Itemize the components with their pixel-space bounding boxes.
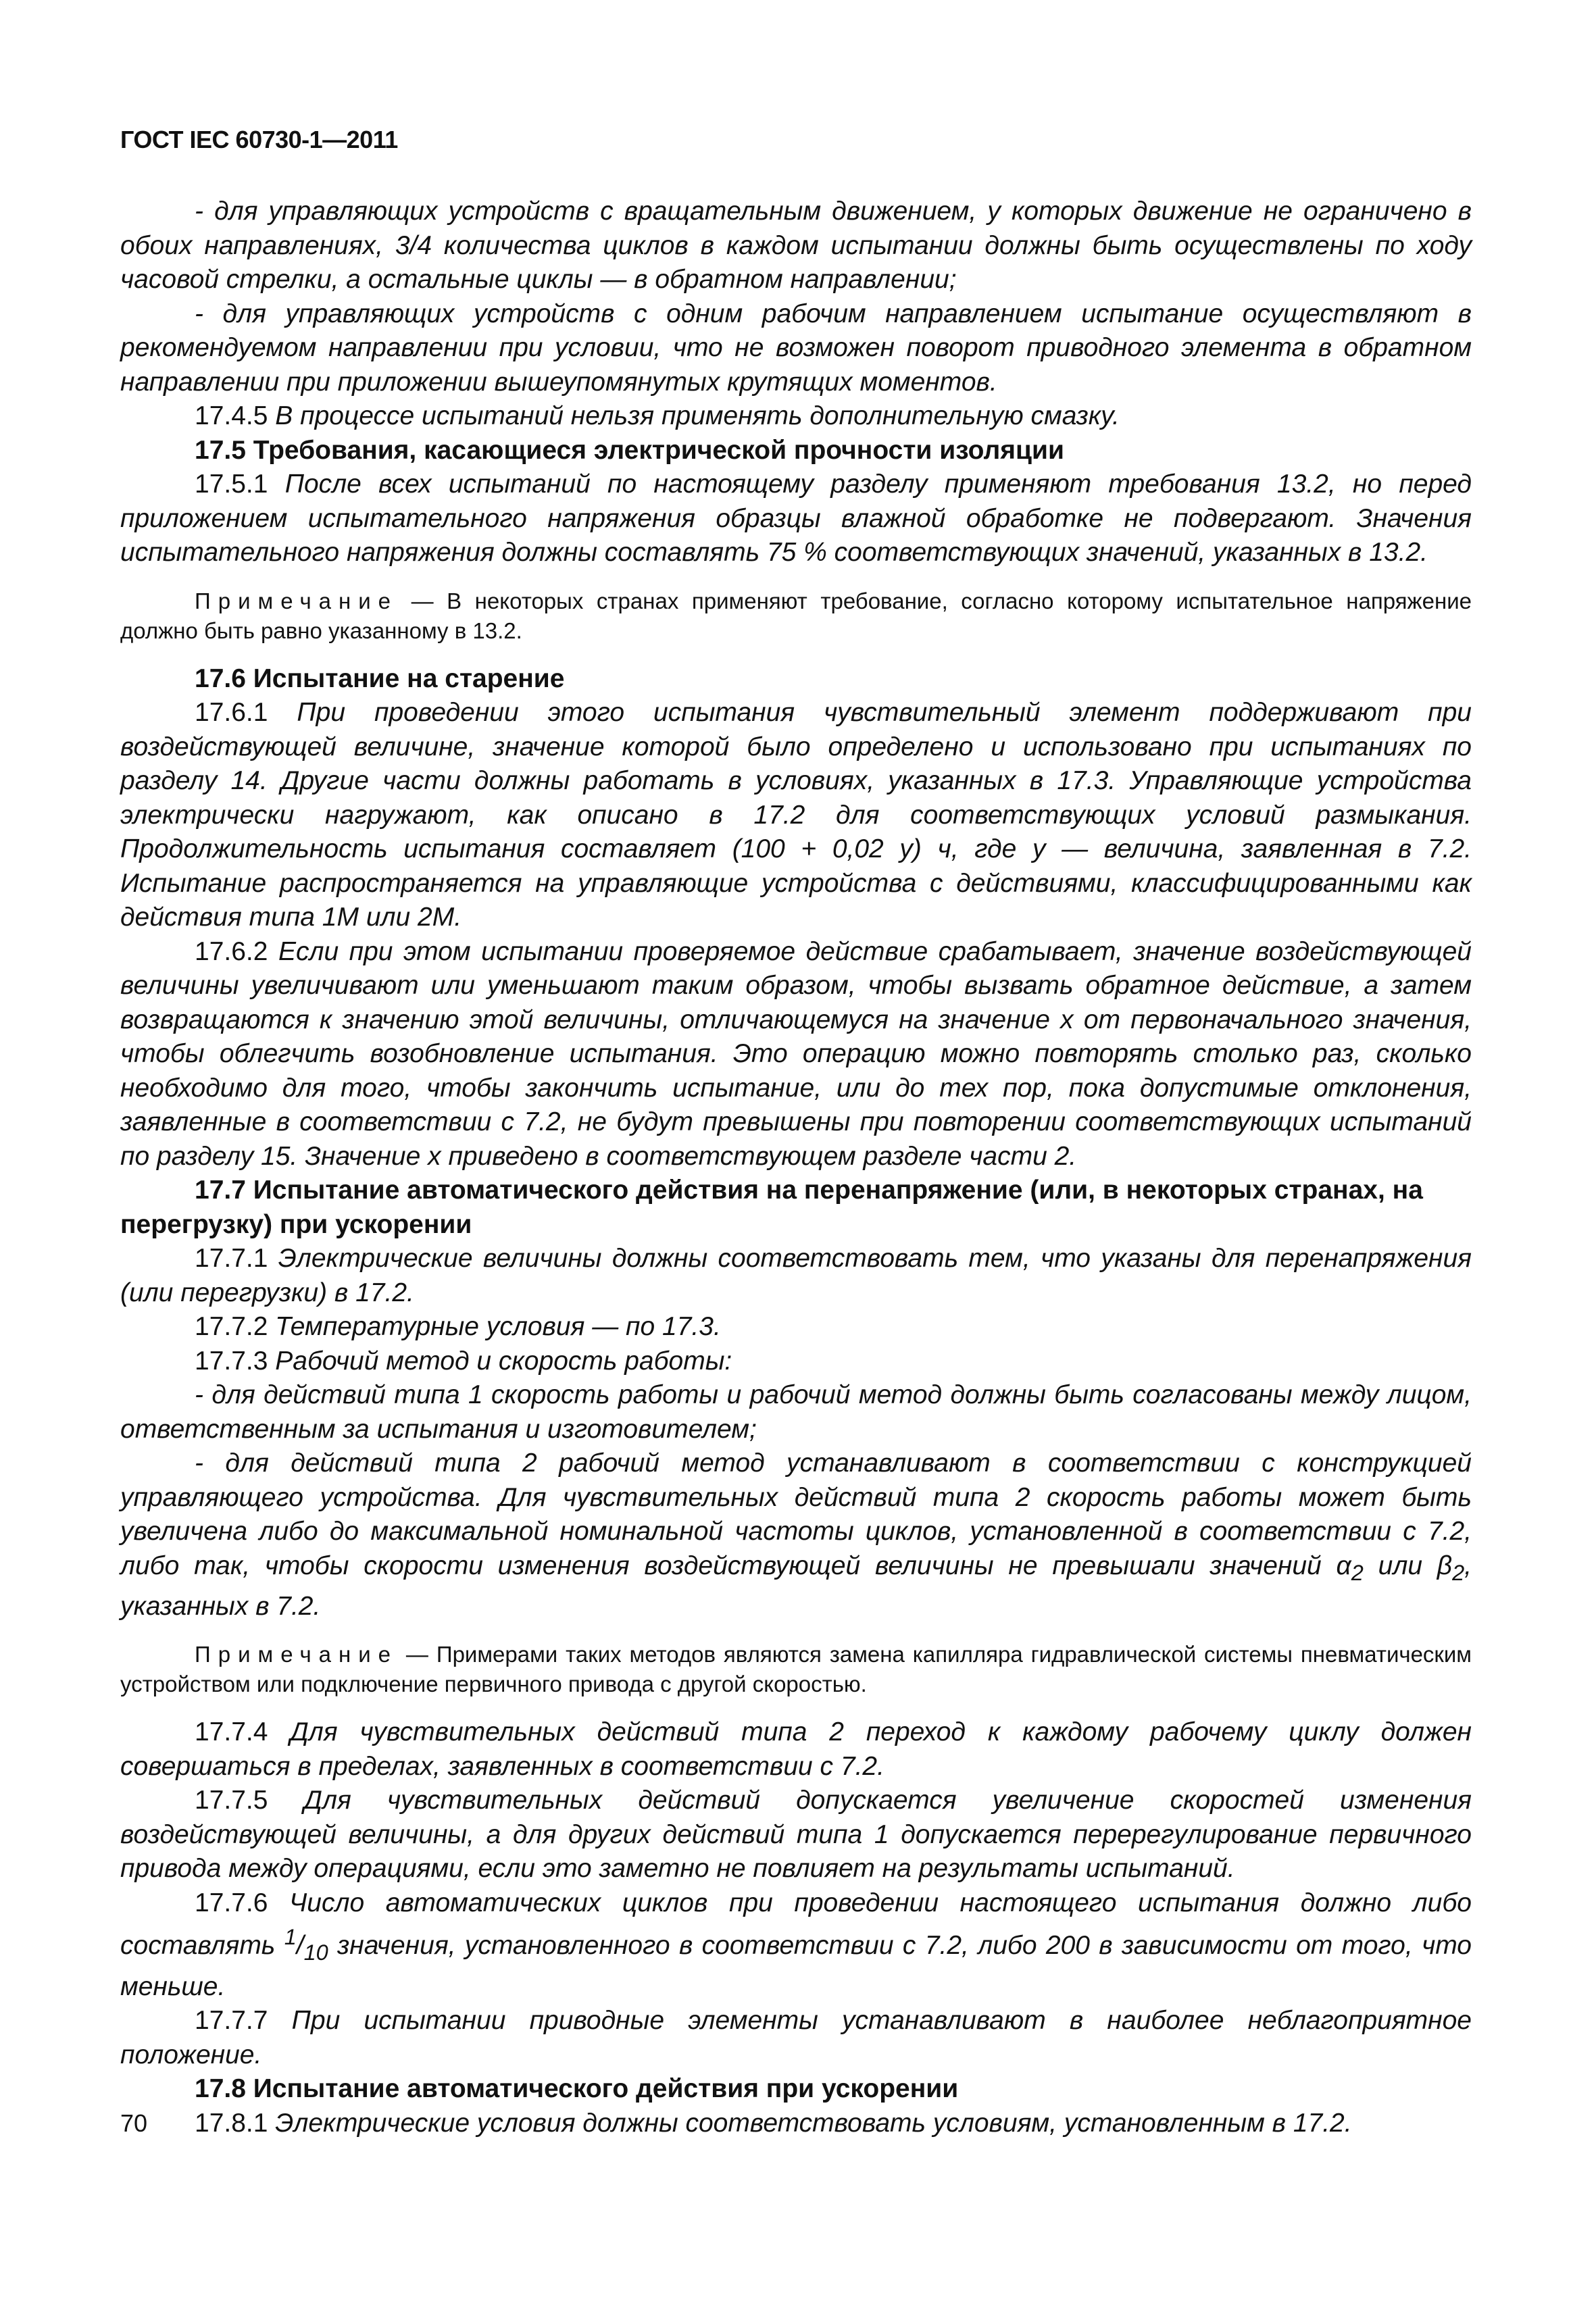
clause-17-7-3 bbox=[120, 1344, 1472, 1379]
clause-17-5-1 bbox=[120, 468, 1472, 570]
clause-17-6-1 bbox=[120, 696, 1472, 935]
note-17-7 bbox=[120, 1640, 1472, 1699]
clause-text: Число автоматических циклов при проведении настоящего испытания должно либо составлять bbox=[120, 1888, 1472, 1961]
section-heading-17-5: 17.5 Требования, касающиеся электрической прочности изоляции bbox=[195, 435, 1064, 465]
or-word: или bbox=[1363, 1551, 1437, 1580]
note-text: — В некоторых странах применяют требование, согласно которому испытательное напряжение должно быть равно указанному в 13.2. bbox=[120, 588, 1472, 643]
page-content bbox=[120, 195, 1472, 2140]
alpha-symbol: α bbox=[1336, 1551, 1351, 1580]
clause-number: 17.7.2 bbox=[195, 1312, 268, 1341]
paragraph-type-2-actions bbox=[120, 1447, 1472, 1624]
alpha-subscript: 2 bbox=[1351, 1560, 1364, 1585]
clause-number: 17.8.1 bbox=[195, 2108, 268, 2138]
clause-text: Если при этом испытании проверяемое действие срабатывает, значение воздействующей величины увеличивают или уменьшают таким образом, чтобы вызвать обратное действие, а затем возвращаются к значению этой величины, отличающемуся на значение x от первоначального значения, чтобы облегчить возобновление испытания. Это операцию можно повторять столько раз, сколько необходимо для того, чтобы закончить испытание, или до тех пор, пока допустимые отклонения, заявленные в соответствии с 7.2, не будут превышены при повторении соответствующих испытаний по разделу 15. Значение x приведено в соответствующем разделе части 2. bbox=[120, 936, 1472, 1171]
page-number: 70 bbox=[120, 2109, 148, 2137]
beta-subscript: 2 bbox=[1452, 1560, 1465, 1585]
clause-text: Электрические условия должны соответствовать условиям, установленным в 17.2. bbox=[268, 2108, 1352, 2138]
clause-17-8-1 bbox=[120, 2107, 1472, 2141]
beta-symbol: β bbox=[1437, 1551, 1453, 1580]
clause-number: 17.7.3 bbox=[195, 1346, 268, 1376]
section-heading-17-7: 17.7 Испытание автоматического действия на перенапряжение (или, в некоторых странах, на перегрузку) при ускорении bbox=[120, 1176, 1423, 1239]
clause-17-7-5 bbox=[120, 1784, 1472, 1886]
clause-17-4-5 bbox=[120, 399, 1472, 434]
clause-17-7-4 bbox=[120, 1715, 1472, 1784]
clause-number: 17.6.1 bbox=[195, 698, 268, 727]
note-label: Примечание bbox=[195, 588, 399, 613]
clause-number: 17.7.5 bbox=[195, 1786, 268, 1815]
clause-number: 17.7.6 bbox=[195, 1888, 268, 1917]
clause-17-7-2 bbox=[120, 1310, 1472, 1344]
paragraph-text: - для действий типа 2 рабочий метод устанавливают в соответствии с конструкцией управляющего устройства. Для чувствительных действий типа 2 скорость работы может быть увеличена либо до максимальной номинальной частоты циклов, установленной в соответствии с 7.2, либо так, чтобы скорости изменения воздействующей величины не превышали значений bbox=[120, 1449, 1472, 1580]
clause-17-6-2 bbox=[120, 935, 1472, 1174]
clause-number: 17.7.4 bbox=[195, 1717, 268, 1747]
paragraph-text-end: , указанных в 7.2. bbox=[120, 1551, 1472, 1621]
fraction-denominator: 10 bbox=[303, 1940, 328, 1965]
paragraph-type-1-actions: - для действий типа 1 скорость работы и рабочий метод должны быть согласованы между лицом, ответственным за испытания и изготовителем; bbox=[120, 1380, 1472, 1444]
clause-number: 17.5.1 bbox=[195, 470, 268, 499]
clause-text: Для чувствительных действий типа 2 переход к каждому рабочему циклу должен совершаться в пределах, заявленных в соответствии с 7.2. bbox=[120, 1717, 1472, 1781]
clause-text: Электрические величины должны соответствовать тем, что указаны для перенапряжения (или перегрузки) в 17.2. bbox=[120, 1244, 1472, 1307]
fraction-slash: / bbox=[296, 1931, 304, 1961]
clause-number: 17.7.1 bbox=[195, 1244, 268, 1273]
note-17-5 bbox=[120, 586, 1472, 646]
fraction-numerator: 1 bbox=[284, 1925, 297, 1950]
clause-17-7-6 bbox=[120, 1886, 1472, 2004]
section-heading-17-6: 17.6 Испытание на старение bbox=[195, 663, 565, 693]
clause-text: В процессе испытаний нельзя применять дополнительную смазку. bbox=[268, 401, 1120, 430]
clause-text: Рабочий метод и скорость работы: bbox=[268, 1346, 732, 1376]
paragraph-rotary-controls: - для управляющих устройств с вращательным движением, у которых движение не ограничено в обоих направлениях, 3/4 количества циклов в каждом испытании должны быть осуществлены по ходу часовой стрелки, а остальные циклы — в обратном направлении; bbox=[120, 197, 1472, 294]
note-text: — Примерами таких методов являются замена капилляра гидравлической системы пневматическим устройством или подключение первичного привода с другой скоростью. bbox=[120, 1642, 1472, 1697]
clause-number: 17.6.2 bbox=[195, 936, 268, 966]
clause-number: 17.7.7 bbox=[195, 2006, 268, 2036]
clause-17-7-1 bbox=[120, 1242, 1472, 1310]
section-heading-17-8: 17.8 Испытание автоматического действия при ускорении bbox=[195, 2074, 959, 2104]
clause-17-7-7 bbox=[120, 2004, 1472, 2072]
clause-text: Для чувствительных действий допускается увеличение скоростей изменения воздействующей величины, а для других действий типа 1 допускается перерегулирование первичного привода между операциями, если это заметно не повлияет на результаты испытаний. bbox=[120, 1786, 1472, 1884]
clause-text: Температурные условия — по 17.3. bbox=[268, 1312, 721, 1341]
clause-text-end: значения, установленного в соответствии с 7.2, либо 200 в зависимости от того, что меньше. bbox=[120, 1931, 1472, 2001]
document-header: ГОСТ IEC 60730-1—2011 bbox=[120, 126, 398, 153]
paragraph-single-direction-controls: - для управляющих устройств с одним рабочим направлением испытание осуществляют в рекомендуемом направлении при условии, что не возможен поворот приводного элемента в обратном направлении при приложении вышеупомянутых крутящих моментов. bbox=[120, 299, 1472, 397]
clause-text: При проведении этого испытания чувствительный элемент поддерживают при воздействующей величине, значение которой было определено и использовано при испытаниях по разделу 14. Другие части должны работать в условиях, указанных в 17.3. Управляющие устройства электрически нагружают, как описано в 17.2 для соответствующих условий размыкания. Продолжительность испытания составляет (100 + 0,02 y) ч, где y — величина, заявленная в 7.2. Испытание распространяется на управляющие устройства с действиями, классифицированными как действия типа 1M или 2M. bbox=[120, 698, 1472, 932]
note-label: Примечание bbox=[195, 1642, 399, 1667]
clause-text: При испытании приводные элементы устанавливают в наиболее неблагоприятное положение. bbox=[120, 2006, 1472, 2069]
clause-number: 17.4.5 bbox=[195, 401, 268, 430]
clause-text: После всех испытаний по настоящему разделу применяют требования 13.2, но перед приложением испытательного напряжения образцы влажной обработке не подвергают. Значения испытательного напряжения должны составлять 75 % соответствующих значений, указанных в 13.2. bbox=[120, 470, 1472, 567]
